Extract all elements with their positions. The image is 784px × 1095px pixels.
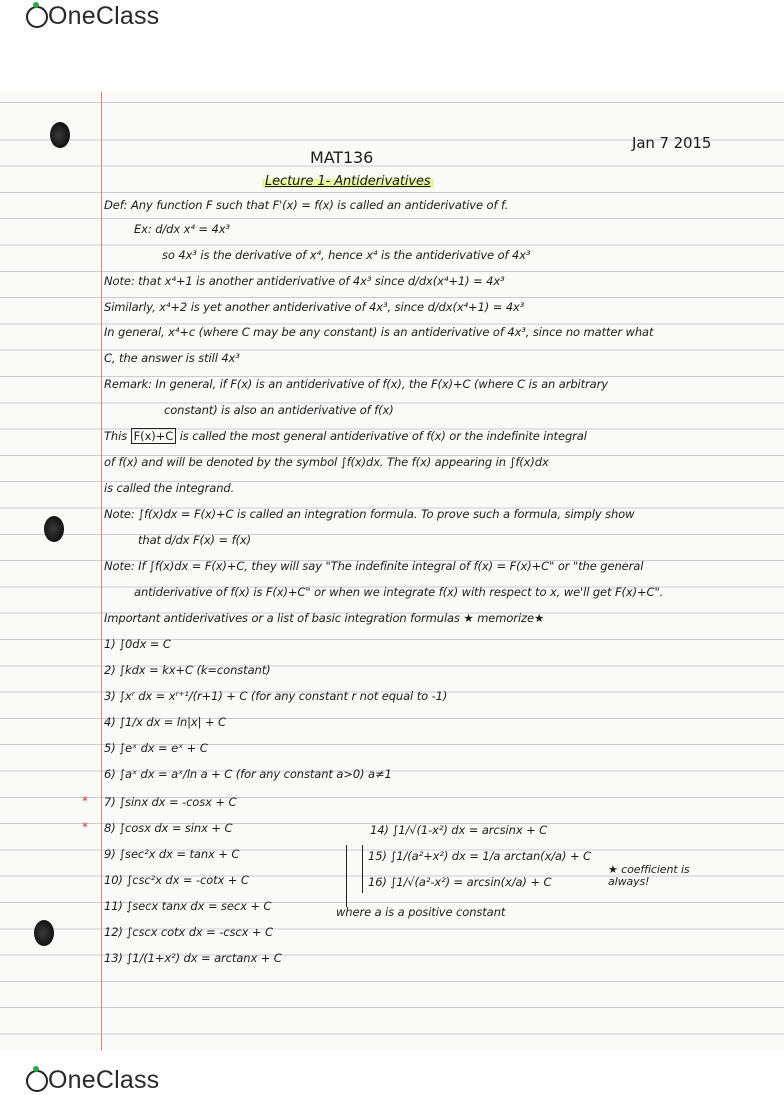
brand-name: OneClass — [48, 2, 160, 30]
oneclass-logo-top — [26, 2, 159, 31]
formula-item: 5) ∫eˣ dx = eˣ + C — [104, 741, 208, 755]
coefficient-note: ★ coefficient is always! — [608, 863, 690, 888]
bracket — [362, 845, 363, 893]
formula-item: 2) ∫kdx = kx+C (k=constant) — [104, 663, 271, 677]
star-mark-icon: * — [82, 820, 88, 834]
boxed-line — [104, 429, 587, 443]
text-line: is called the integrand. — [104, 481, 235, 495]
text-line: constant) is also an antiderivative of f(x) — [164, 403, 394, 417]
margin-line — [101, 92, 102, 1050]
constant-note: where a is a positive constant — [336, 905, 506, 919]
logo-o-icon — [26, 6, 48, 28]
remark-line: Remark: In general, if F(x) is an antiderivative of f(x), the F(x)+C (where C is an arbitrary — [104, 377, 608, 391]
heading-line: Important antiderivatives or a list of basic integration formulas ★ memorize★ — [104, 611, 545, 625]
text-line: Similarly, x⁴+2 is yet another antiderivative of 4x³, since d/dx(x⁴+1) = 4x³ — [104, 300, 525, 314]
logo-o-icon — [26, 1070, 48, 1092]
formula-item: 6) ∫aˣ dx = aˣ/ln a + C (for any constant a>0) a≠1 — [104, 767, 392, 781]
punch-hole-icon — [50, 122, 70, 148]
formula-item: 8) ∫cosx dx = sinx + C — [104, 821, 233, 835]
punch-hole-icon — [44, 516, 64, 542]
oneclass-logo-bottom — [26, 1066, 159, 1095]
text-line: of f(x) and will be denoted by the symbol ∫f(x)dx. The f(x) appearing in ∫f(x)dx — [104, 455, 549, 469]
boxed-formula: F(x)+C — [131, 428, 176, 444]
note-line: Note: that x⁴+1 is another antiderivative of 4x³ since d/dx(x⁴+1) = 4x³ — [104, 274, 505, 288]
formula-item: 15) ∫1/(a²+x²) dx = 1/a arctan(x/a) + C — [368, 849, 591, 863]
text-line: C, the answer is still 4x³ — [104, 351, 240, 365]
formula-item: 7) ∫sinx dx = -cosx + C — [104, 795, 237, 809]
formula-item: 4) ∫1/x dx = ln|x| + C — [104, 715, 226, 729]
boxed-prefix: This — [104, 429, 128, 443]
bracket — [346, 845, 347, 907]
formula-item: 1) ∫0dx = C — [104, 637, 171, 651]
text-line: antiderivative of f(x) is F(x)+C" or when we integrate f(x) with respect to x, we'll get F(x)+C". — [134, 585, 664, 599]
course-code: MAT136 — [310, 148, 374, 167]
star-mark-icon: * — [82, 794, 88, 808]
formula-item: 11) ∫secx tanx dx = secx + C — [104, 899, 272, 913]
text-line: so 4x³ is the derivative of x⁴, hence x⁴ is the antiderivative of 4x³ — [162, 248, 531, 262]
definition-line: Def: Any function F such that F'(x) = f(x) is called an antiderivative of f. — [104, 198, 509, 212]
formula-item: 10) ∫csc²x dx = -cotx + C — [104, 873, 249, 887]
punch-hole-icon — [34, 920, 54, 946]
note-line: Note: ∫f(x)dx = F(x)+C is called an integration formula. To prove such a formula, simply show — [104, 507, 635, 521]
text-line: In general, x⁴+c (where C may be any constant) is an antiderivative of 4x³, since no matter what — [104, 325, 654, 339]
boxed-suffix: is — [179, 429, 189, 443]
example-line: Ex: d/dx x⁴ = 4x³ — [134, 222, 230, 236]
formula-item: 3) ∫xʳ dx = xʳ⁺¹/(r+1) + C (for any constant r not equal to -1) — [104, 689, 448, 703]
formula-item: 9) ∫sec²x dx = tanx + C — [104, 847, 240, 861]
text-line: that d/dx F(x) = f(x) — [138, 533, 252, 547]
formula-item: 12) ∫cscx cotx dx = -cscx + C — [104, 925, 273, 939]
note-line: Note: If ∫f(x)dx = F(x)+C, they will say "The indefinite integral of f(x) = F(x)+C" or "the general — [104, 559, 644, 573]
lecture-title: Lecture 1- Antiderivatives — [262, 174, 434, 189]
boxed-rest: called the most general antiderivative of f(x) or the indefinite integral — [192, 429, 587, 443]
brand-name: OneClass — [48, 1066, 160, 1094]
formula-item: 14) ∫1/√(1-x²) dx = arcsinx + C — [370, 823, 548, 837]
date: Jan 7 2015 — [632, 134, 712, 152]
formula-item: 13) ∫1/(1+x²) dx = arctanx + C — [104, 951, 282, 965]
formula-item: 16) ∫1/√(a²-x²) = arcsin(x/a) + C — [368, 875, 552, 889]
